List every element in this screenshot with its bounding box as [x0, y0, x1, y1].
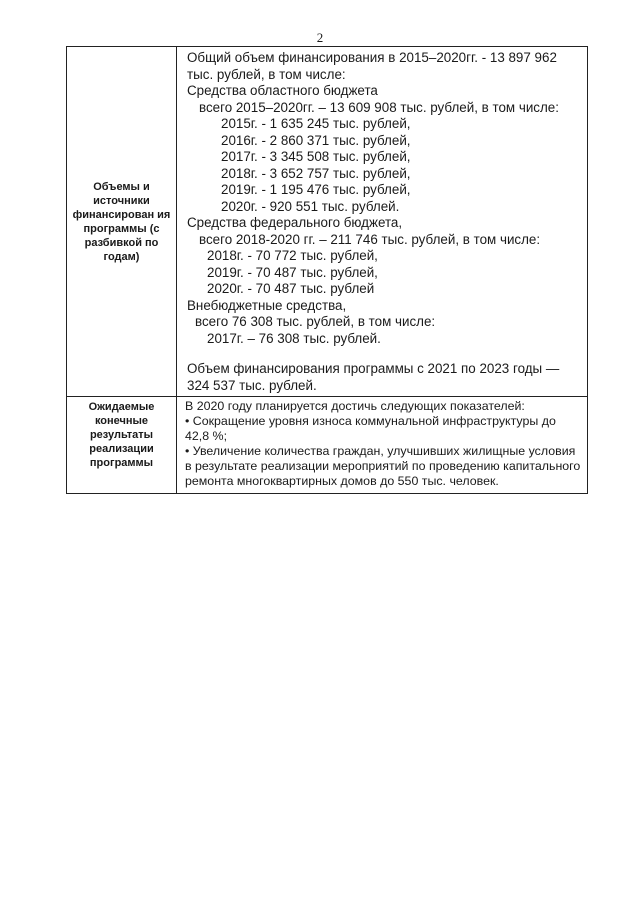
passport-table: [66, 46, 588, 494]
federal-year: 2019г. - 70 487 тыс. рублей,: [207, 264, 378, 280]
results-label: Ожидаемые конечные результаты реализации программы: [67, 397, 177, 494]
results-bullet: • Увеличение количества граждан, улучшивших жилищные условия в результате реализации мероприятий по проведению капитального ремонта многоквартирных домов до 550 тыс. человек.: [185, 444, 581, 488]
spacer: [187, 347, 581, 361]
results-intro: В 2020 году планируется достичь следующих показателей:: [185, 399, 525, 413]
regional-year: 2020г. - 920 551 тыс. рублей.: [221, 198, 400, 214]
table-row: [67, 397, 588, 494]
federal-heading: Средства федерального бюджета,: [187, 215, 403, 230]
federal-year: 2020г. - 70 487 тыс. рублей: [207, 281, 375, 296]
funding-total-line: тыс. рублей, в том числе:: [187, 66, 346, 82]
extrabudget-heading: Внебюджетные средства,: [187, 297, 347, 313]
future-funding-line: Объем финансирования программы с 2021 по 2023 годы —: [187, 361, 560, 376]
regional-year: 2015г. - 1 635 245 тыс. рублей,: [221, 116, 411, 131]
regional-year: 2017г. - 3 345 508 тыс. рублей,: [221, 149, 411, 164]
funding-label: Объемы и источники финансирован ия программы (с разбивкой по годам): [67, 47, 177, 397]
table-row: [67, 47, 588, 397]
future-funding-line: 324 537 тыс. рублей.: [187, 377, 317, 393]
regional-heading: Средства областного бюджета: [187, 83, 378, 98]
federal-total: всего 2018-2020 гг. – 211 746 тыс. рублей, в том числе:: [199, 231, 541, 247]
extrabudget-year: 2017г. – 76 308 тыс. рублей.: [207, 330, 381, 346]
extrabudget-total: всего 76 308 тыс. рублей, в том числе:: [195, 314, 436, 329]
results-content: [177, 397, 588, 494]
regional-total: всего 2015–2020гг. – 13 609 908 тыс. рублей, в том числе:: [199, 99, 559, 115]
federal-year: 2018г. - 70 772 тыс. рублей,: [207, 248, 378, 263]
regional-year: 2016г. - 2 860 371 тыс. рублей,: [221, 132, 411, 148]
regional-year: 2018г. - 3 652 757 тыс. рублей,: [221, 165, 411, 181]
page-number: 2: [316, 30, 324, 45]
regional-year: 2019г. - 1 195 476 тыс. рублей,: [221, 182, 411, 197]
funding-content: [177, 47, 588, 397]
funding-total-line: Общий объем финансирования в 2015–2020гг. - 13 897 962: [187, 50, 557, 65]
results-bullet: • Сокращение уровня износа коммунальной инфраструктуры до 42,8 %;: [185, 414, 556, 443]
